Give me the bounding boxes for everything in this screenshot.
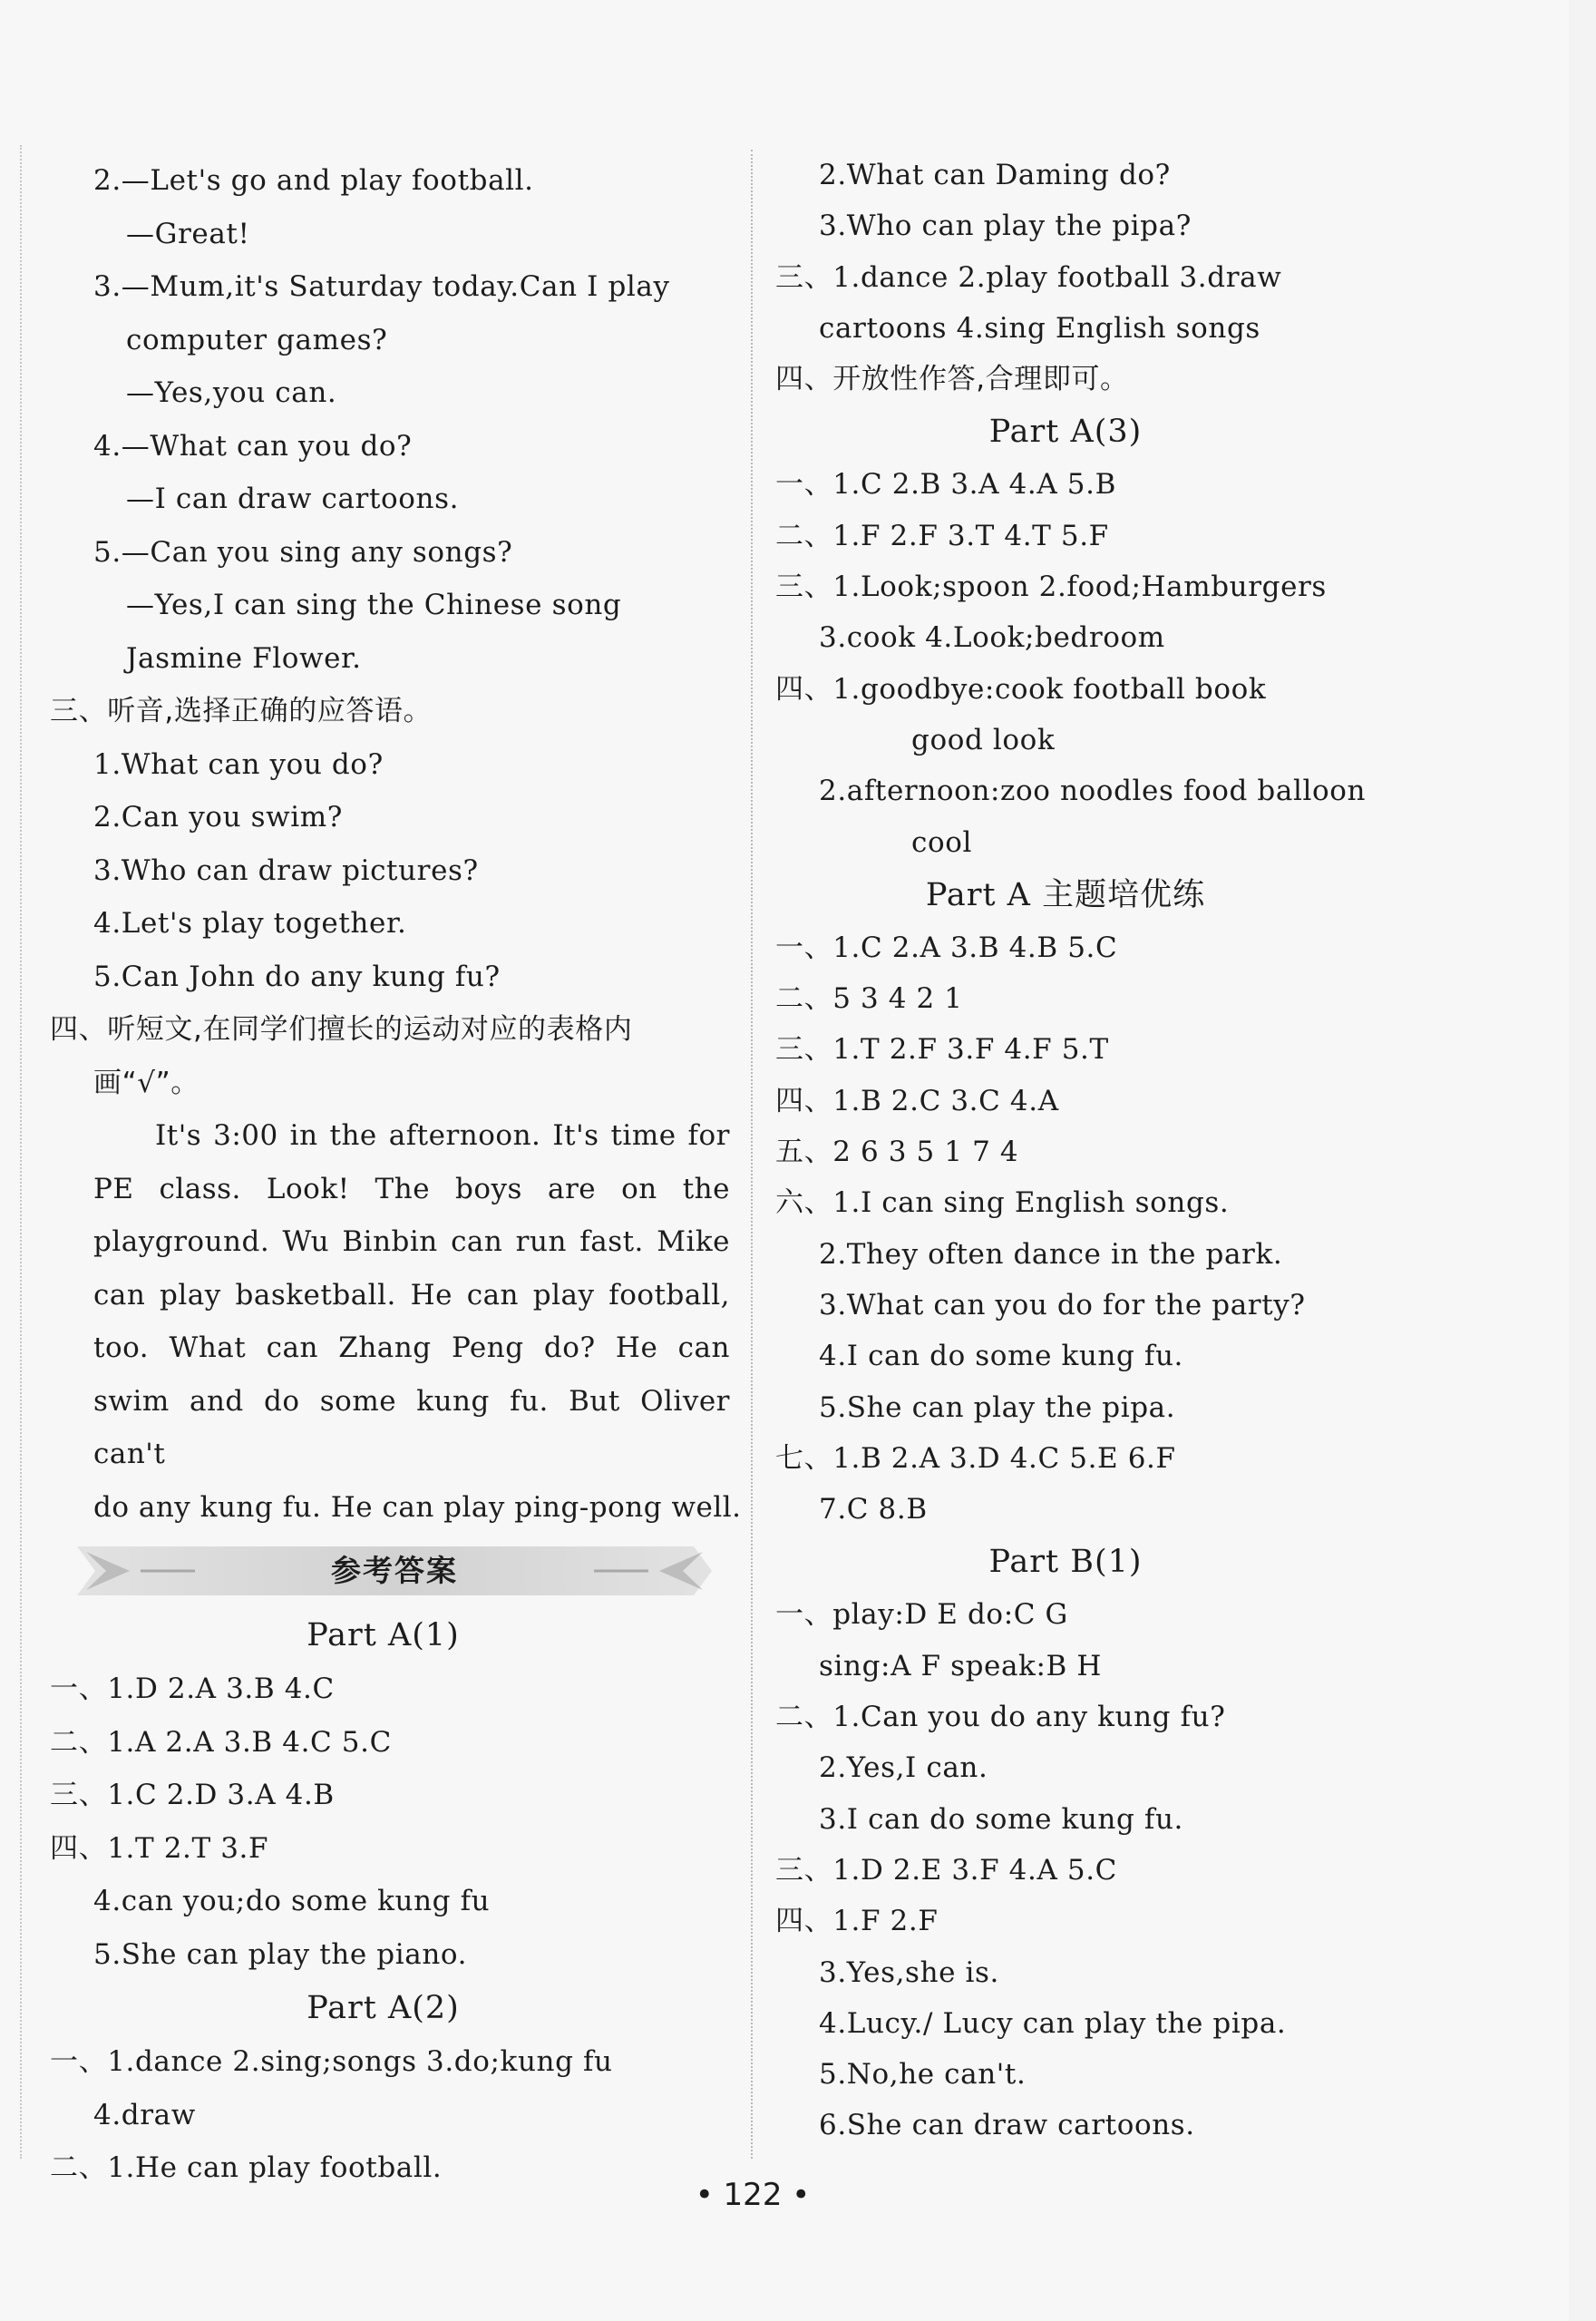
part-b1-answers (775, 1589, 1356, 2150)
answer-line: 六、1.I can sing English songs. (775, 1186, 1230, 1220)
passage-lines (93, 1163, 730, 1481)
answer-line: 四、1.goodbye:cook football book (775, 672, 1267, 706)
answer-line: 四、1.T 2.T 3.F (50, 1831, 269, 1865)
answer-line: 3.—Mum,it's Saturday today.Can I play (93, 270, 670, 303)
right-top-answers (775, 150, 1356, 405)
answer-line: 三、听音,选择正确的应答语。 (50, 695, 433, 727)
answer-line: 二、1.F 2.F 3.T 4.T 5.F (775, 519, 1109, 552)
answer-line: 1.What can you do? (93, 747, 384, 781)
answer-line: cool (911, 825, 973, 859)
answer-line: 5.She can play the pipa. (819, 1390, 1176, 1424)
answer-line: 4.draw (93, 2098, 196, 2131)
answer-line: 一、play:D E do:C G (775, 1598, 1068, 1632)
answer-line: 一、1.D 2.A 3.B 4.C (50, 1672, 335, 1705)
answer-line: 5.—Can you sing any songs? (93, 535, 513, 569)
answer-line: —I can draw cartoons. (126, 483, 460, 515)
answer-line: 二、5 3 4 2 1 (775, 982, 963, 1016)
answer-line: 四、听短文,在同学们擅长的运动对应的表格内 (50, 1013, 633, 1046)
answer-line: 画“√”。 (93, 1066, 200, 1099)
answer-line: 三、1.dance 2.play football 3.draw (775, 260, 1282, 294)
part-a1-title: Part A(1) (307, 1617, 460, 1653)
answer-line: 2.Yes,I can. (819, 1751, 988, 1785)
passage-last-line: do any kung fu. He can play ping-pong well. (93, 1490, 742, 1524)
passage-line: PE class. Look! The boys are on the (93, 1172, 730, 1205)
part-a2-answers (50, 2035, 730, 2195)
answer-line: 3.What can you do for the party? (819, 1288, 1306, 1321)
answer-line: 三、1.Look;spoon 2.food;Hamburgers (775, 570, 1327, 604)
answer-line: 7.C 8.B (819, 1493, 928, 1526)
left-column (50, 154, 742, 2195)
passage-line: too. What can Zhang Peng do? He can (93, 1331, 730, 1364)
theme-practice-answers (775, 922, 1356, 1536)
passage-line: swim and do some kung fu. But Oliver can't (93, 1384, 730, 1470)
answer-line: 四、1.F 2.F (775, 1905, 939, 1938)
answer-line: 一、1.dance 2.sing;songs 3.do;kung fu (50, 2045, 613, 2078)
answer-line: 2.Can you swim? (93, 801, 343, 834)
answer-line: computer games? (126, 323, 388, 356)
passage-line: playground. Wu Binbin can run fast. Mike (93, 1225, 730, 1258)
left-exercise-lines (50, 154, 730, 1109)
answer-line: cartoons 4.sing English songs (819, 311, 1260, 345)
answer-line: 三、1.T 2.F 3.F 4.F 5.T (775, 1033, 1109, 1067)
answer-line: 5.Can John do any kung fu? (93, 960, 501, 993)
column-divider (751, 150, 753, 2159)
banner-title: 参考答案 (331, 1553, 458, 1588)
page-number: • 122 • (695, 2177, 811, 2213)
part-a1-answers (50, 1663, 730, 1981)
answer-line: 4.Let's play together. (93, 907, 407, 940)
answer-line: 二、1.He can play football. (50, 2151, 443, 2184)
answer-line: 五、2 6 3 5 1 7 4 (775, 1136, 1019, 1169)
answer-line: 3.cook 4.Look;bedroom (819, 621, 1165, 655)
passage-first-line: It's 3:00 in the afternoon. It's time for (155, 1119, 730, 1152)
answer-line: 4.Lucy./ Lucy can play the pipa. (819, 2006, 1287, 2040)
answer-line: 5.She can play the piano. (93, 1937, 468, 1971)
answer-line: 4.I can do some kung fu. (819, 1340, 1183, 1373)
part-b1-title: Part B(1) (988, 1544, 1143, 1581)
answer-line: 三、1.D 2.E 3.F 4.A 5.C (775, 1853, 1118, 1887)
answer-line: 3.I can do some kung fu. (819, 1802, 1183, 1836)
left-margin-rule (20, 145, 22, 2159)
answer-line: 4.can you;do some kung fu (93, 1885, 491, 1917)
answer-line: —Great! (126, 217, 250, 250)
answer-line: 一、1.C 2.B 3.A 4.A 5.B (775, 468, 1116, 502)
answer-line: 4.—What can you do? (93, 429, 413, 463)
answer-line: good look (911, 723, 1056, 756)
answer-line: 5.No,he can't. (819, 2058, 1027, 2092)
answer-line: 2.They often dance in the park. (819, 1237, 1283, 1271)
answer-line: 二、1.A 2.A 3.B 4.C 5.C (50, 1725, 392, 1759)
part-a3-answers (775, 459, 1367, 867)
answer-line: 3.Who can draw pictures? (93, 853, 479, 887)
answer-line: 2.afternoon:zoo noodles food balloon (819, 775, 1367, 808)
right-column (775, 150, 1367, 2151)
part-a3-title: Part A(3) (988, 414, 1143, 451)
answer-line: 3.Yes,she is. (819, 1955, 1000, 1989)
answer-line: 三、1.C 2.D 3.A 4.B (50, 1779, 335, 1811)
answer-line: Jasmine Flower. (126, 641, 362, 675)
listening-passage (50, 1109, 742, 1534)
answer-line: —Yes,I can sing the Chinese song (126, 589, 622, 621)
answer-line: 四、1.B 2.C 3.C 4.A (775, 1084, 1059, 1117)
answer-line: 四、开放性作答,合理即可。 (775, 363, 1129, 396)
part-a2-title: Part A(2) (307, 1990, 460, 2026)
answer-line: 一、1.C 2.A 3.B 4.B 5.C (775, 931, 1118, 964)
answer-line: —Yes,you can. (126, 376, 337, 409)
answer-line: 七、1.B 2.A 3.D 4.C 5.E 6.F (775, 1441, 1176, 1475)
answer-line: 3.Who can play the pipa? (819, 210, 1192, 243)
theme-practice-title: Part A 主题培优练 (925, 876, 1206, 913)
answer-line: sing:A F speak:B H (819, 1649, 1102, 1682)
passage-line: can play basketball. He can play football, (93, 1278, 730, 1312)
answer-line: 二、1.Can you do any kung fu? (775, 1701, 1226, 1734)
answer-line: 6.She can draw cartoons. (819, 2109, 1195, 2142)
answer-line: 2.—Let's go and play football. (93, 164, 534, 197)
answer-key-banner (77, 1539, 712, 1603)
answer-line: 2.What can Daming do? (819, 159, 1171, 191)
